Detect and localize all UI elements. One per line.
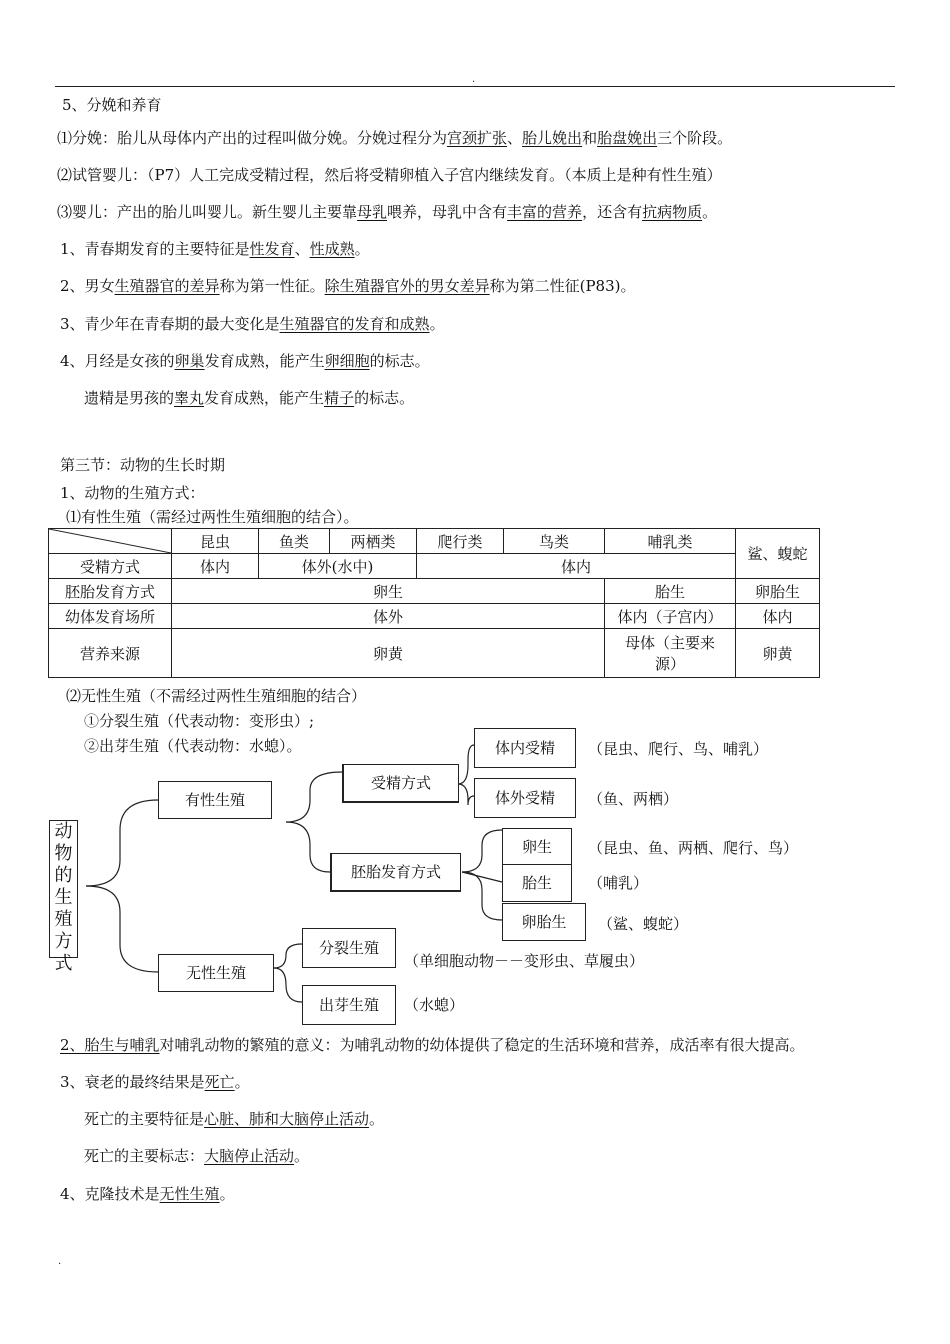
table-row-label: 幼体发育场所 — [49, 604, 172, 629]
note-ovoviviparous: （鲨、蝮蛇） — [598, 915, 689, 933]
table-header: 昆虫 — [172, 529, 259, 554]
node-internal-fert: 体内受精 — [474, 728, 576, 768]
note-internal: （昆虫、爬行、鸟、哺乳） — [588, 740, 769, 758]
table-header: 鱼类 — [259, 529, 330, 554]
header-dot: . — [472, 74, 476, 85]
node-embryo: 胚胎发育方式 — [330, 853, 461, 892]
table-cell: 体内 — [172, 554, 259, 579]
table-header: 哺乳类 — [605, 529, 736, 554]
footer-dot: . — [58, 1256, 62, 1267]
table-header: 爬行类 — [417, 529, 504, 554]
list-item: 2、胎生与哺乳对哺乳动物的繁殖的意义：为哺乳动物的幼体提供了稳定的生活环境和营养，成活率有很大提高。 — [60, 1036, 805, 1054]
list-item: 3、衰老的最终结果是死亡。 — [60, 1073, 250, 1091]
table-header: 鸟类 — [504, 529, 605, 554]
list-item: 3、青少年在青春期的最大变化是生殖器官的发育和成熟。 — [60, 315, 445, 333]
table-cell: 体内 — [736, 604, 820, 629]
list-item: 4、月经是女孩的卵巢发育成熟，能产生卵细胞的标志。 — [60, 352, 430, 370]
table-row-label: 受精方式 — [49, 554, 172, 579]
subheading-asexual: ⑵无性生殖（不需经过两性生殖细胞的结合） — [66, 687, 367, 705]
node-fission: 分裂生殖 — [302, 928, 396, 968]
list-item: 死亡的主要特征是心脏、肺和大脑停止活动。 — [84, 1110, 385, 1128]
note-oviparous: （昆虫、鱼、两栖、爬行、鸟） — [588, 839, 799, 857]
list-item: 1、青春期发育的主要特征是性发育、性成熟。 — [60, 240, 370, 258]
section-title: 5、分娩和养育 — [62, 96, 162, 114]
table-row-label: 胚胎发育方式 — [49, 579, 172, 604]
question-title: 1、动物的生殖方式： — [60, 484, 205, 502]
list-item: ②出芽生殖（代表动物：水螅）。 — [84, 737, 302, 755]
node-oviparous: 卵生 — [502, 828, 572, 866]
note-budding: （水螅） — [404, 996, 465, 1014]
list-item: 2、男女生殖器官的差异称为第一性征。除生殖器官外的男女差异称为第二性征(P83)。 — [60, 277, 636, 295]
table-cell: 体内 — [417, 554, 736, 579]
table-cell: 卵黄 — [172, 629, 605, 678]
table-header: 鲨、蝮蛇 — [736, 529, 820, 579]
node-fertilization: 受精方式 — [342, 764, 459, 803]
note-external: （鱼、两栖） — [588, 790, 679, 808]
note-viviparous: （哺乳） — [588, 874, 649, 892]
table-cell: 体外 — [172, 604, 605, 629]
table-cell: 卵胎生 — [736, 579, 820, 604]
table-cell: 体外(水中) — [259, 554, 417, 579]
paragraph-ivf: ⑵试管婴儿：（P7）人工完成受精过程，然后将受精卵植入子宫内继续发育。（本质上是种有性生殖） — [57, 166, 722, 184]
table-cell: 卵生 — [172, 579, 605, 604]
table-cell: 胎生 — [605, 579, 736, 604]
node-budding: 出芽生殖 — [302, 985, 396, 1025]
table-header: 两栖类 — [330, 529, 417, 554]
table-row-label: 营养来源 — [49, 629, 172, 678]
section-title: 第三节：动物的生长时期 — [60, 456, 226, 474]
list-item: 遗精是男孩的睾丸发育成熟，能产生精子的标志。 — [84, 389, 415, 407]
node-sexual: 有性生殖 — [158, 781, 272, 819]
paragraph-infant: ⑶婴儿：产出的胎儿叫婴儿。新生婴儿主要靠母乳喂养，母乳中含有丰富的营养，还含有抗病物质。 — [57, 203, 718, 221]
node-ovoviviparous: 卵胎生 — [502, 903, 586, 941]
table-cell: 卵黄 — [736, 629, 820, 678]
table-cell: 体内（子宫内） — [605, 604, 736, 629]
subheading-sexual: ⑴有性生殖（需经过两性生殖细胞的结合）。 — [66, 508, 359, 526]
table-cell: 母体（主要来源） — [605, 629, 736, 678]
list-item: 4、克隆技术是无性生殖。 — [60, 1185, 235, 1203]
diagram-root: 动物的生殖方式 — [49, 820, 78, 958]
node-viviparous: 胎生 — [502, 864, 572, 902]
list-item: 死亡的主要标志：大脑停止活动。 — [84, 1147, 310, 1165]
node-external-fert: 体外受精 — [474, 778, 576, 818]
node-asexual: 无性生殖 — [158, 954, 274, 992]
list-item: ①分裂生殖（代表动物：变形虫）; — [84, 712, 315, 730]
note-fission: （单细胞动物－－变形虫、草履虫） — [404, 952, 645, 970]
paragraph-delivery: ⑴分娩：胎儿从母体内产出的过程叫做分娩。分娩过程分为宫颈扩张、胎儿娩出和胎盘娩出三个阶段。 — [57, 129, 733, 147]
